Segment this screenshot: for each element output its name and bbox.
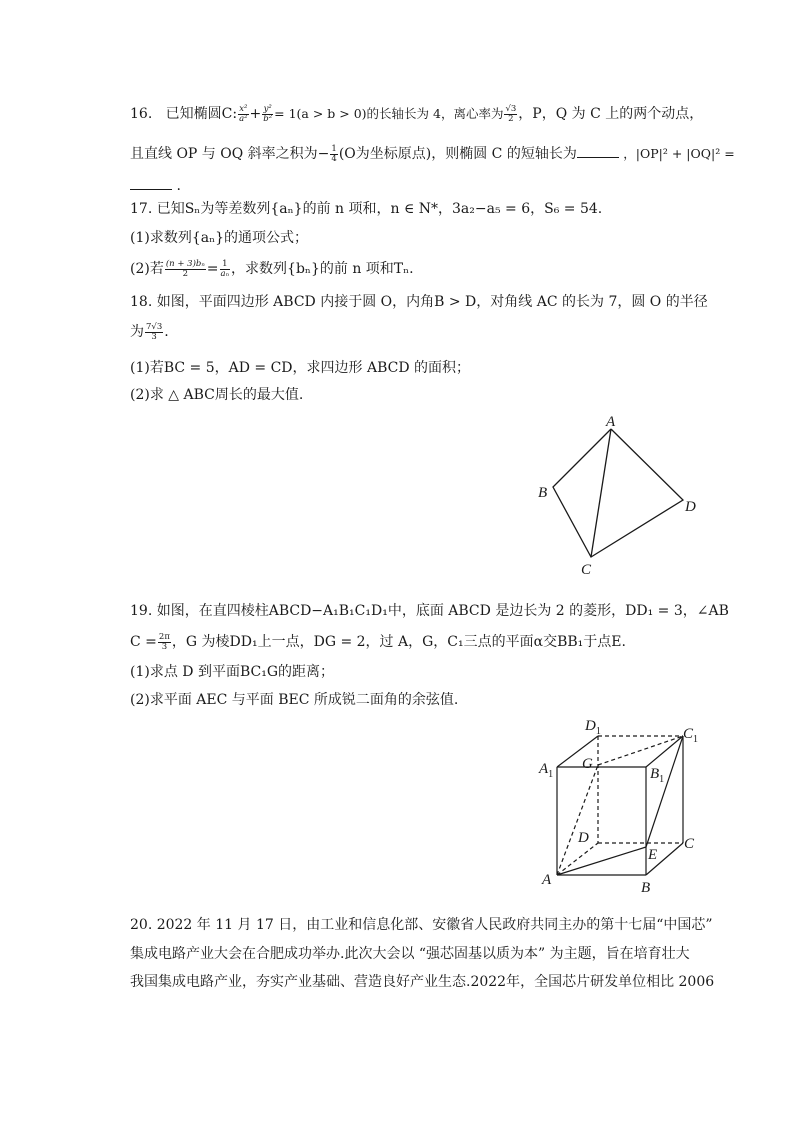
label-e: E [648, 847, 658, 863]
frac-2pi-3: $\frac{2\pi}{3}$ [158, 631, 170, 652]
frac-1-an: $\frac{1}{\text{aₙ}}$ [220, 258, 230, 279]
q18-part1: (1)若BC = 5，AD = CD，求四边形 ABCD 的面积； [130, 360, 471, 376]
q16-text-e: ，|OP|² + |OQ|² = [623, 146, 735, 161]
q17-line1: 17. 已知Sₙ为等差数列{aₙ}的前 n 项和，n ∈ N*，3a₂−a₅ = 6，S₆ = 54. [130, 201, 603, 217]
q16-period: . [176, 178, 181, 194]
q16-line2 [130, 143, 735, 164]
q16-text-eq: = 1(a > b > 0)的长轴长为 4，离心率为 [274, 106, 504, 121]
frac-x2-a2: $\frac{\text{x²}}{\text{a²}}$ [239, 103, 248, 124]
frac-bn: $\frac{\text{(n + 3)bₙ}}{2}$ [165, 258, 205, 279]
label-g: G [582, 756, 593, 772]
frac-radius: $\frac{7√3}{3}$ [146, 321, 163, 342]
q17-text-b: ，求数列{bₙ}的前 n 项和Tₙ. [231, 261, 414, 277]
q19-line2 [130, 632, 626, 652]
segment-e-c1 [646, 736, 683, 847]
q19-part1: (1)求点 D 到平面BC₁G的距离； [130, 664, 335, 680]
q18-wei: 为 [130, 324, 144, 340]
q16-line3 [130, 175, 181, 196]
label-d: D [578, 830, 589, 846]
q20-line2: 集成电路产业大会在合肥成功举办.此次大会以 “强芯固基以质为本” 为主题，旨在培育壮大 [130, 946, 690, 962]
label-c: C [581, 562, 592, 578]
q16-text-b: ，P，Q 为 C 上的两个动点， [518, 106, 704, 122]
q18-part2: (2)求 △ ABC周长的最大值. [130, 387, 304, 403]
frac-1-4: $\frac{1}{4}$ [331, 143, 337, 164]
label-b1: $B_1$ [650, 766, 665, 785]
q17-part1: (1)求数列{aₙ}的通项公式； [130, 230, 309, 246]
label-b: B [538, 485, 548, 501]
q16-line1: 16. 已知椭圆C: $\frac{\text{x²}}{\text{a²}}$ + $\frac{\text{y²}}{\text{b²}}$ = 1(a > b > 0)的长轴长为 4，离心率为 $\frac{√3}{2}$ ，P，Q 为 C 上的两个动点， [130, 103, 704, 124]
label-c1: $C_1$ [683, 726, 699, 745]
frac-sqrt3-2: $\frac{√3}{2}$ [505, 103, 517, 124]
q18-line1: 18. 如图，平面四边形 ABCD 内接于圆 O，内角B > D，对角线 AC 的长为 7，圆 O 的半径 [130, 294, 708, 310]
diagonal-ac [591, 429, 611, 557]
q18-period: . [164, 324, 169, 340]
q20-line3: 我国集成电路产业，夯实产业基础、营造良好产业生态.2022年，全国芯片研发单位相比 2006 [130, 974, 715, 990]
q17-eq: = [206, 261, 219, 277]
quad-edges [553, 429, 683, 557]
q18-line2 [130, 322, 169, 342]
label-a: A [606, 414, 616, 430]
q19-text-b: ，G 为棱DD₁上一点，DG = 2，过 A，G，C₁三点的平面α交BB₁于点E. [171, 634, 626, 650]
q19-line1: 19. 如图，在直四棱柱ABCD−A₁B₁C₁D₁中，底面 ABCD 是边长为 2 的菱形，DD₁ = 3，∠AB [130, 603, 729, 619]
label-a1: $A_1$ [539, 761, 554, 780]
answer-blank-2[interactable] [130, 175, 172, 190]
label-a: A [542, 872, 552, 888]
label-d1: $D_1$ [585, 718, 601, 737]
label-c: C [684, 836, 695, 852]
quadrilateral-figure [530, 405, 710, 580]
q16-text-d: (O为坐标原点)，则椭圆 C 的短轴长为 [338, 146, 577, 162]
label-d: D [685, 499, 696, 515]
q19-c-eq: C = [130, 634, 157, 650]
q20-line1: 20. 2022 年 11 月 17 日，由工业和信息化部、安徽省人民政府共同主办的第十七届“中国芯” [130, 917, 713, 933]
q17-part2 [130, 259, 414, 279]
segment-a-e [557, 847, 646, 875]
q16-text-a: 已知椭圆C: [165, 106, 238, 122]
segment-a-g [557, 765, 598, 875]
answer-blank-1[interactable] [577, 143, 619, 158]
frac-y2-b2: $\frac{\text{y²}}{\text{b²}}$ [263, 103, 273, 124]
q19-part2: (2)求平面 AEC 与平面 BEC 所成锐二面角的余弦值. [130, 692, 459, 708]
prism-figure [530, 710, 720, 895]
q16-number: 16. [130, 106, 153, 122]
label-b: B [641, 880, 651, 895]
q17-if: (2)若 [130, 261, 164, 277]
q16-text-c: 且直线 OP 与 OQ 斜率之积为− [130, 146, 330, 162]
segment-g-c1 [598, 736, 683, 765]
